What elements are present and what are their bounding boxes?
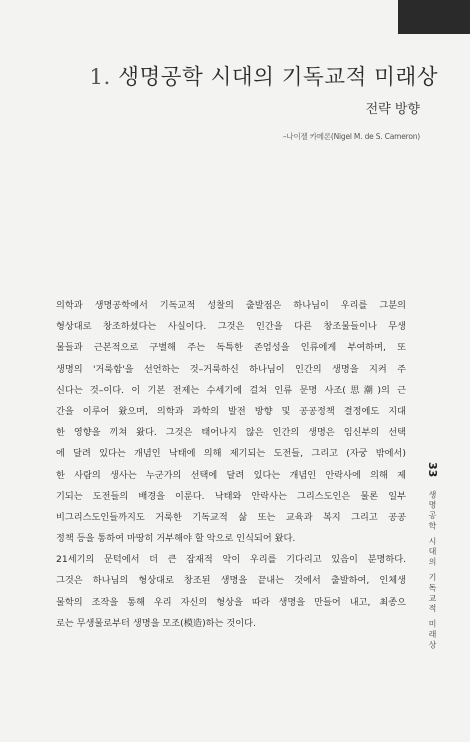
body-line: 기되는 도전들의 배경을 이룬다. 낙태와 안락사는 그리스도인은 물론 일부 — [56, 490, 406, 502]
chapter-title — [38, 60, 438, 91]
body-line: 한 사람의 생사는 누군가의 선택에 달려 있다는 개념인 안락사에 의해 제 — [56, 469, 406, 481]
body-line: 그것은 하나님의 형상대로 창조된 생명을 끝내는 것에서 출발하여, 인체생 — [56, 575, 406, 587]
body-line: 한 영향을 끼쳐 왔다. 그것은 태어나지 않은 인간의 생명은 임신부의 선택 — [56, 427, 406, 439]
body-text — [56, 295, 406, 634]
running-title: 생명공학 시대의 기독교적 미래상 — [428, 490, 437, 651]
chapter-subtitle: 전략 방향 — [365, 102, 420, 117]
body-line: 형상대로 창조하셨다는 사실이다. 그것은 인간을 다른 창조물들이나 무생 — [56, 321, 406, 333]
body-line: 간을 이루어 왔으며, 의학과 과학의 발전 방향 및 공공정책 결정에도 지대 — [56, 405, 406, 417]
page-number: 33 — [426, 462, 439, 478]
body-line: 에 달려 있다는 개념인 낙태에 의해 제기되는 도전들, 그리고 (자궁 밖에서) — [56, 448, 406, 460]
body-line: 물들과 근본적으로 구별해 주는 독특한 존엄성을 인류에게 부여하며, 또 — [56, 342, 406, 354]
body-line: 물학의 조작을 통해 우리 자신의 형상을 따라 생명을 만들어 내고, 최종으 — [56, 596, 406, 608]
body-line: 21세기의 문턱에서 더 큰 잠재적 악이 우리를 기다리고 있음이 분명하다. — [56, 554, 406, 566]
body-line: 정책 등을 통하여 마땅히 거부해야 할 악으로 인식되어 왔다. — [56, 533, 296, 545]
body-line: 의학과 생명공학에서 기독교적 성찰의 출발점은 하나님이 우리를 그분의 — [56, 300, 406, 311]
corner-tab — [398, 0, 470, 34]
body-line: 생명의 '거룩함'을 선언하는 것–거룩하신 하나님이 인간의 생명을 지켜 주 — [56, 363, 406, 375]
chapter-number: 1. — [89, 65, 111, 90]
body-line: 신다는 것–이다. 이 기본 전제는 수세기에 걸쳐 인류 문명 사조(思潮)의 근 — [56, 384, 406, 396]
side-folio — [426, 462, 439, 651]
body-line: 로는 무생물로부터 생명을 모조(模造)하는 것이다. — [56, 617, 256, 629]
chapter-title-text: 생명공학 시대의 기독교적 미래상 — [118, 65, 438, 90]
body-line: 비그리스도인들까지도 거룩한 기독교적 삶 또는 교육과 복지 그리고 공공 — [56, 511, 406, 523]
author-credit: –나이젤 카메론(Nigel M. de S. Cameron) — [282, 132, 420, 141]
